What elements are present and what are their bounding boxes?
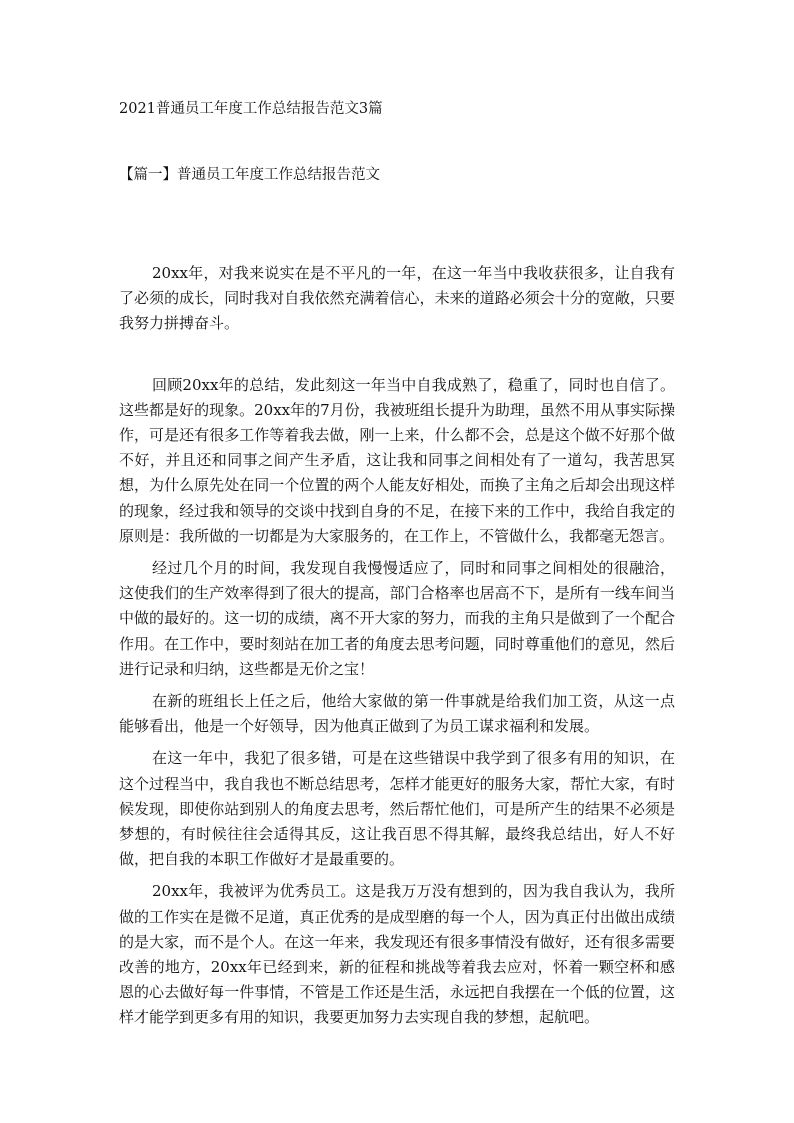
paragraph-2: 回顾20xx年的总结，发此刻这一年当中自我成熟了，稳重了，同时也自信了。这些都是好的现象。20xx年的7月份，我被班组长提升为助理，虽然不用从事实际操作，可是还有很多工作等着我去做，刚一上来，什么都不会，总是这个做不好那个做不好，并且还和同事之间产生矛盾，这让我和同事之间相处有了一道勾，我苦思冥想，为什么原先处在同一个位置的两个人能友好相处，而换了主角之后却会出现这样的现象，经过我和领导的交谈中找到自身的不足，在接下来的工作中，我给自我定的原则是：我所做的一切都是为大家服务的，在工作上，不管做什么，我都毫无怨言。 (119, 375, 675, 545)
section-heading: 【篇一】普通员工年度工作总结报告范文 (119, 167, 380, 183)
paragraph-spacer (119, 872, 675, 879)
document-title: 2021普通员工年度工作总结报告范文3篇 (119, 101, 383, 117)
paragraph-3: 经过几个月的时间，我发现自我慢慢适应了，同时和同事之间相处的很融洽，这使我们的生产效率得到了很大的提高，部门合格率也居高不下，是所有一线车间当中做的最好的。这一切的成绩，离不开大家的努力，而我的主角只是做到了一个配合作用。在工作中，要时刻站在加工者的角度去思考问题，同时尊重他们的意见，然后进行记录和归纳，这些都是无价之宝！ (119, 559, 675, 678)
document-body (119, 261, 675, 1031)
paragraph-spacer (119, 682, 675, 689)
paragraph-4: 在新的班组长上任之后，他给大家做的第一件事就是给我们加工资，从这一点能够看出，他是一个好领导，因为他真正做到了为员工谋求福利和发展。 (119, 692, 675, 736)
paragraph-1: 20xx年，对我来说实在是不平凡的一年，在这一年当中我收获很多，让自我有了必须的成长，同时我对自我依然充满着信心，未来的道路必须会十分的宽敞，只要我努力拼搏奋斗。 (119, 264, 675, 333)
paragraph-spacer (119, 739, 675, 746)
paragraph-spacer (119, 549, 675, 556)
paragraph-5: 在这一年中，我犯了很多错，可是在这些错误中我学到了很多有用的知识，在这个过程当中，我自我也不断总结思考，怎样才能更好的服务大家，帮忙大家，有时候发现，即使你站到别人的角度去思考，然后帮忙他们，可是所产生的结果不必须是梦想的，有时候往往会适得其反，这让我百思不得其解，最终我总结出，好人不好做，把自我的本职工作做好才是最重要的。 (119, 749, 675, 869)
paragraph-spacer (119, 337, 675, 373)
paragraph-6: 20xx年，我被评为优秀员工。这是我万万没有想到的，因为我自我认为，我所做的工作实在是微不足道，真正优秀的是成型磨的每一个人，因为真正付出做出成绩的是大家，而不是个人。在这一年来，我发现还有很多事情没有做好，还有很多需要改善的地方，20xx年已经到来，新的征程和挑战等着我去应对，怀着一颗空杯和感恩的心去做好每一件事情，不管是工作还是生活，永远把自我摆在一个低的位置，这样才能学到更多有用的知识，我要更加努力去实现自我的梦想，起航吧。 (119, 882, 675, 1027)
